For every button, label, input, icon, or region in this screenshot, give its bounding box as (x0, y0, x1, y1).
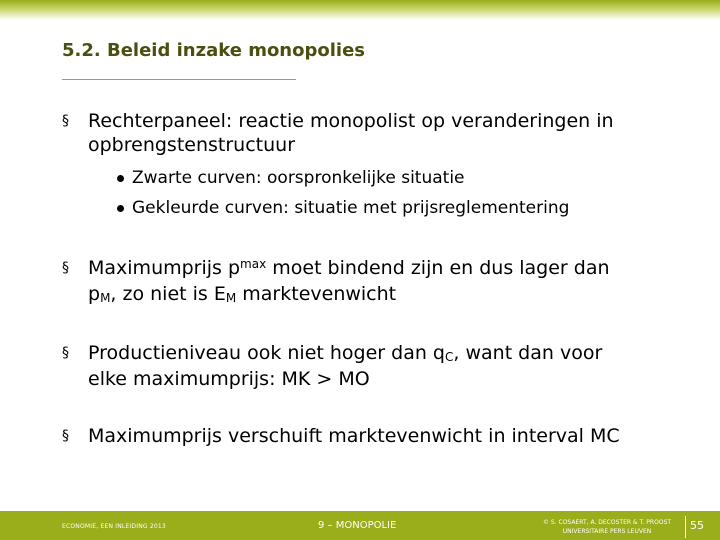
subscript-m: M (225, 291, 237, 305)
footer-bar (0, 511, 720, 540)
bullet-2-text-e: marktevenwicht (236, 283, 397, 305)
bullet-4-text: Maximumprijs verschuift marktevenwicht in interval MC (88, 425, 620, 447)
sub-bullet-1 (117, 163, 702, 193)
sub-bullet-1-text: Zwarte curven: oorspronkelijke situatie (132, 168, 465, 188)
bullet-3-text-b: , want dan voor (453, 342, 603, 364)
superscript-max: max (240, 257, 267, 271)
bullet-4 (62, 424, 702, 448)
slide-title: 5.2. Beleid inzake monopolies (62, 40, 366, 61)
title-underline (62, 79, 296, 80)
bullet-marker: § (62, 113, 69, 129)
footer-copyright-line1: © S. COSAERT, A. DECOSTER & T. PROOST (542, 519, 671, 526)
subscript-c: C (445, 350, 454, 364)
bullet-marker: § (62, 428, 69, 444)
bullet-marker: § (62, 345, 69, 361)
top-gradient-band (0, 0, 720, 20)
subscript-m: M (100, 291, 111, 305)
bullet-1-text: Rechterpaneel: reactie monopolist op veranderingen in (88, 110, 614, 132)
bullet-2-text-d: , zo niet is E (110, 283, 226, 305)
bullet-3 (62, 341, 702, 391)
bullet-1 (62, 109, 702, 157)
bullet-1-text-cont: opbrengstenstructuur (88, 134, 296, 156)
bullet-3-text-c: elke maximumprijs: MK > MO (88, 368, 370, 390)
footer-chapter: 9 – MONOPOLIE (318, 520, 397, 531)
bullet-dot-icon (117, 175, 124, 182)
footer-divider (685, 516, 686, 538)
sub-bullet-2 (117, 193, 702, 223)
bullet-2-text-c: p (88, 283, 101, 305)
bullet-2-text-b: moet bindend zijn en dus lager dan (266, 257, 610, 279)
page-number: 55 (690, 519, 704, 532)
footer-copyright-line2: UNIVERSITAIRE PERS LEUVEN (562, 528, 652, 535)
footer-copyright (530, 518, 684, 536)
sub-bullet-2-text: Gekleurde curven: situatie met prijsreglementering (132, 198, 570, 218)
bullet-3-text: Productieniveau ook niet hoger dan q (88, 342, 445, 364)
slide-body (62, 109, 702, 448)
bullet-2 (62, 256, 702, 308)
bullet-dot-icon (117, 205, 124, 212)
sub-bullet-list (117, 163, 702, 223)
bullet-marker: § (62, 260, 69, 276)
footer-course-title: ECONOMIE, EEN INLEIDING 2013 (62, 523, 166, 530)
bullet-2-text: Maximumprijs p (88, 257, 241, 279)
